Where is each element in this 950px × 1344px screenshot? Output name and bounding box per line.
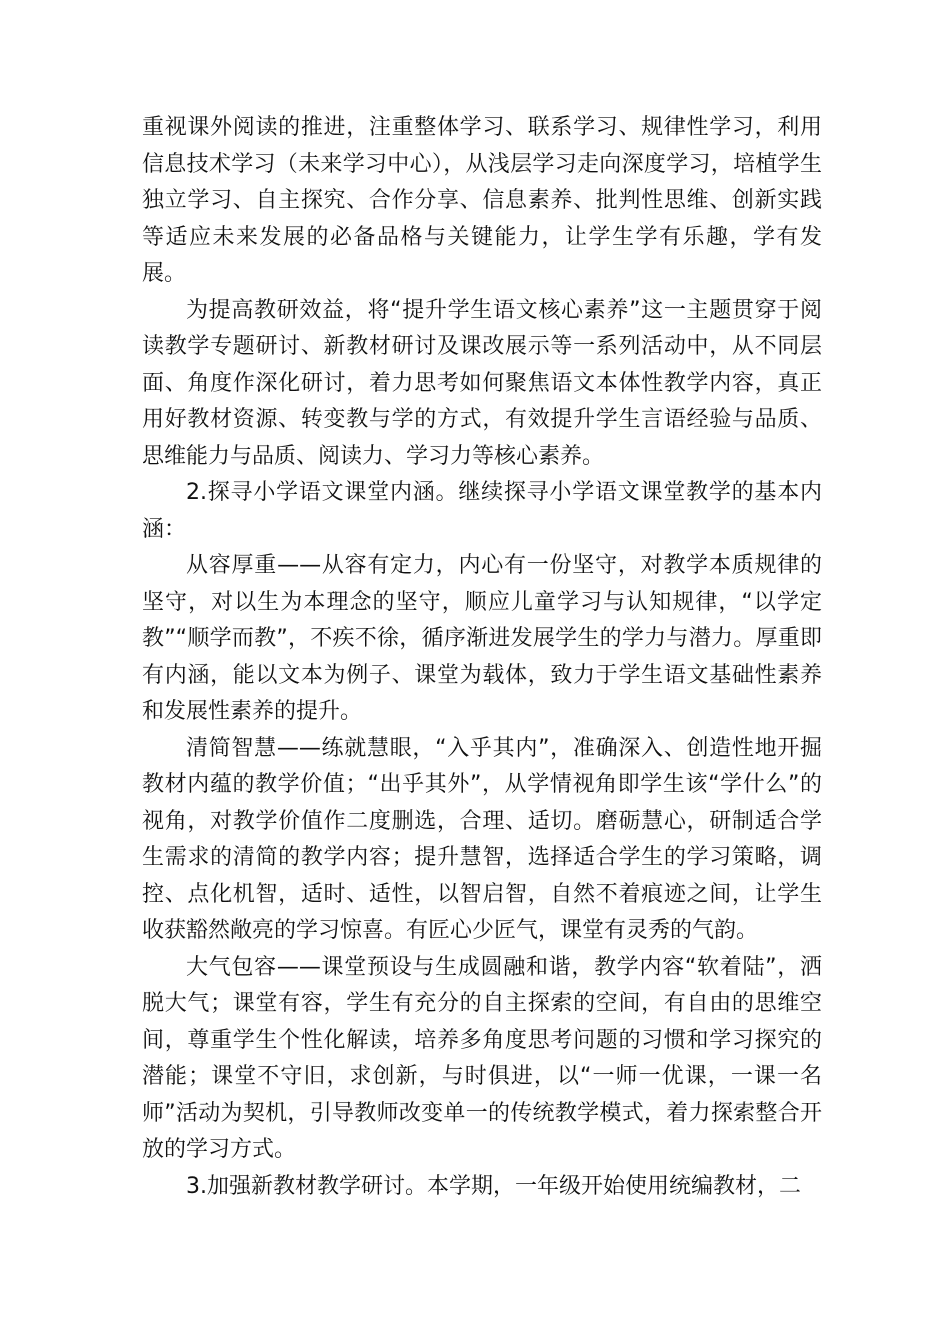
paragraph-4: 从容厚重——从容有定力，内心有一份坚守，对教学本质规律的坚守，对以生为本理念的坚守，顺应儿童学习与认知规律，“以学定教”“顺学而教”，不疾不徐，循序渐进发展学生的学力与潜力。厚重即有内涵，能以文本为例子、课堂为载体，致力于学生语文基础性素养和发展性素养的提升。 bbox=[142, 553, 822, 724]
paragraph-2: 为提高教研效益，将“提升学生语文核心素养”这一主题贯穿于阅读教学专题研讨、新教材研讨及课改展示等一系列活动中，从不同层面、角度作深化研讨，着力思考如何聚焦语文本体性教学内容，真正用好教材资源、转变教与学的方式，有效提升学生言语经验与品质、思维能力与品质、阅读力、学习力等核心素养。 bbox=[142, 297, 822, 469]
paragraph-5: 清简智慧——练就慧眼，“入乎其内”，准确深入、创造性地开掘教材内蕴的教学价值；“出乎其外”，从学情视角即学生该“学什么”的视角，对教学价值作二度删选，合理、适切。磨砺慧心，研制适合学生需求的清简的教学内容；提升慧智，选择适合学生的学习策略，调控、点化机智，适时、适性，以智启智，自然不着痕迹之间，让学生收获豁然敞亮的学习惊喜。有匠心少匠气，课堂有灵秀的气韵。 bbox=[142, 735, 822, 943]
paragraph-1: 重视课外阅读的推进，注重整体学习、联系学习、规律性学习，利用信息技术学习（未来学习中心），从浅层学习走向深度学习，培植学生独立学习、自主探究、合作分享、信息素养、批判性思维、创新实践等适应未来发展的必备品格与关键能力，让学生学有乐趣，学有发展。 bbox=[142, 115, 822, 286]
document-page bbox=[142, 110, 822, 1205]
paragraph-6: 大气包容——课堂预设与生成圆融和谐，教学内容“软着陆”，洒脱大气；课堂有容，学生有充分的自主探索的空间，有自由的思维空间，尊重学生个性化解读，培养多角度思考问题的习惯和学习探究的潜能；课堂不守旧，求创新，与时俱进，以“一师一优课，一课一名师”活动为契机，引导教师改变单一的传统教学模式，着力探索整合开放的学习方式。 bbox=[142, 954, 822, 1162]
paragraph-7-heading: 3.加强新教材教学研讨。本学期，一年级开始使用统编教材，二 bbox=[186, 1173, 801, 1199]
paragraph-3-heading: 2.探寻小学语文课堂内涵。继续探寻小学语文课堂教学的基本内涵： bbox=[142, 480, 822, 542]
